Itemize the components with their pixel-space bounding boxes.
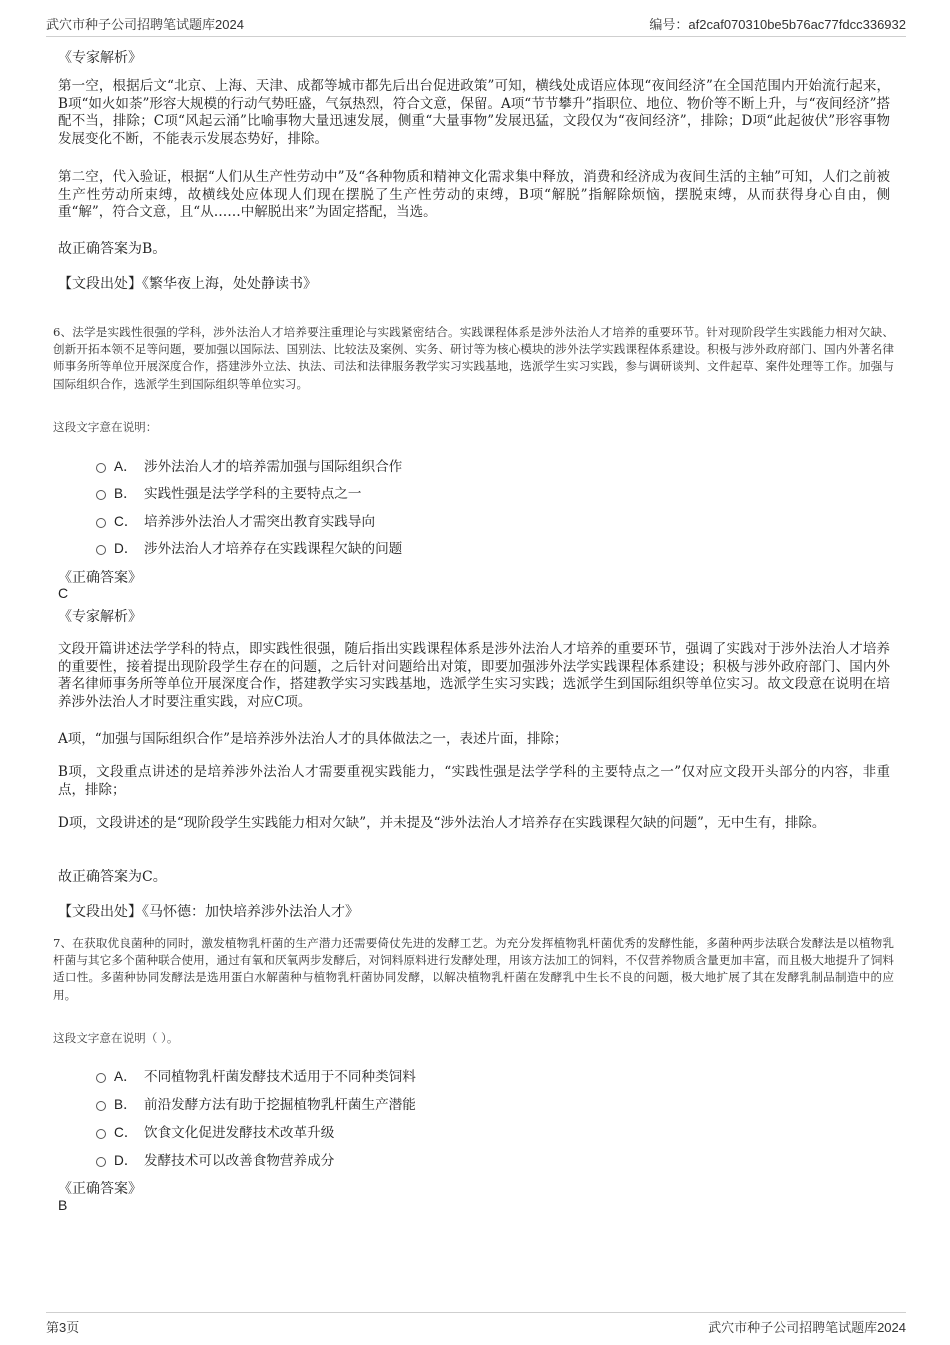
option-letter: C． [114, 1125, 138, 1140]
option-letter: C． [114, 514, 138, 529]
option-letter: A． [114, 1069, 137, 1084]
radio-icon[interactable] [96, 490, 106, 500]
question-6-option-c[interactable] [96, 510, 375, 530]
question-6-answer-label: 《正确答案》 [58, 570, 142, 586]
analysis-label: 《专家解析》 [58, 50, 142, 66]
header-doc-id: 编号：af2caf070310be5b76ac77fdcc336932 [649, 17, 906, 32]
source-citation: 【文段出处】《繁华夜上海，处处静读书》 [58, 276, 317, 292]
radio-icon[interactable] [96, 518, 106, 528]
question-6-option-d[interactable] [96, 537, 402, 557]
question-7-answer: B [58, 1197, 68, 1213]
question-6-source: 【文段出处】《马怀德：加快培养涉外法治人才》 [58, 904, 359, 920]
question-7-prompt: 这段文字意在说明（ ）。 [53, 1031, 179, 1045]
option-text: 涉外法治人才的培养需加强与国际组织合作 [144, 459, 403, 475]
radio-icon[interactable] [96, 1157, 106, 1167]
question-6-text: 6、法学是实践性很强的学科，涉外法治人才培养要注重理论与实践紧密结合。实践课程体系是涉外法治人才培养的重要环节。针对现阶段学生实践能力相对欠缺、创新开拓本领不足等问题，要加强以国际法、国别法、比较法及案例、实务、研讨等为核心模块的涉外法学实践课程体系建设。积极与涉外政府部门、国内外著名律师事务所等单位开展深度合作，搭建涉外立法、执法、司法和法律服务教学实习实践基地，选派学生实习实践，参与调研谈判、文件起草、案件处理等工作。加强与国际组织合作，选派学生到国际组织等单位实习。 [53, 325, 894, 391]
question-6-analysis-label: 《专家解析》 [58, 609, 142, 625]
option-text: 实践性强是法学学科的主要特点之一 [144, 486, 362, 502]
question-7-option-a[interactable] [96, 1065, 416, 1085]
radio-icon[interactable] [96, 1101, 106, 1111]
option-text: 发酵技术可以改善食物营养成分 [144, 1153, 335, 1169]
option-letter: D． [114, 541, 138, 556]
analysis-paragraph-1: 第一空，根据后文“北京、上海、天津、成都等城市都先后出台促进政策”可知，横线处成语应体现“夜间经济”在全国范围内开始流行起来，B项“如火如荼”形容大规模的行动气势旺盛，气氛热烈，符合文意，保留。A项“节节攀升”指职位、地位、物价等不断上升，与“夜间经济”搭配不当，排除；C项“风起云涌”比喻事物大量迅速发展，侧重“大量事物”发展迅猛，文段仅为“夜间经济”，排除；D项“此起彼伏”形容事物发展变化不断，不能表示发展态势好，排除。 [58, 78, 890, 147]
question-6-note-a: A项，“加强与国际组织合作”是培养涉外法治人才的具体做法之一，表述片面，排除； [58, 731, 568, 747]
question-7-option-d[interactable] [96, 1149, 334, 1169]
option-text: 不同植物乳杆菌发酵技术适用于不同种类饲料 [144, 1069, 416, 1085]
question-6-note-d: D项，文段讲述的是“现阶段学生实践能力相对欠缺”，并未提及“涉外法治人才培养存在实践课程欠缺的问题”，无中生有，排除。 [58, 815, 826, 831]
radio-icon[interactable] [96, 1073, 106, 1083]
option-text: 涉外法治人才培养存在实践课程欠缺的问题 [144, 541, 403, 557]
radio-icon[interactable] [96, 463, 106, 473]
option-letter: D． [114, 1153, 138, 1168]
question-6-option-b[interactable] [96, 482, 362, 502]
option-letter: B． [114, 1097, 137, 1112]
option-text: 前沿发酵方法有助于挖掘植物乳杆菌生产潜能 [144, 1097, 416, 1113]
question-7-option-c[interactable] [96, 1121, 334, 1141]
page-number: 第3页 [46, 1320, 80, 1335]
analysis-paragraph-2: 第二空，代入验证，根据“人们从生产性劳动中”及“各种物质和精神文化需求集中释放，消费和经济成为夜间生活的主轴”可知，人们之前被生产性劳动所束缚，故横线处应体现人们现在摆脱了生产性劳动的束缚，B项“解脱”指解除烦恼，摆脱束缚，从而获得身心自由，侧重“解”，符合文意，且“从……中解脱出来”为固定搭配，当选。 [58, 169, 890, 221]
question-7-answer-label: 《正确答案》 [58, 1181, 142, 1197]
question-6-conclusion: 故正确答案为C。 [58, 869, 167, 885]
question-6-prompt: 这段文字意在说明： [53, 420, 158, 434]
footer-title: 武穴市种子公司招聘笔试题库2024 [708, 1320, 906, 1335]
radio-icon[interactable] [96, 1129, 106, 1139]
question-6-analysis: 文段开篇讲述法学学科的特点，即实践性很强，随后指出实践课程体系是涉外法治人才培养的重要环节，强调了实践对于涉外法治人才培养的重要性，接着提出现阶段学生存在的问题，之后针对问题给出对策，即要加强涉外法学实践课程体系建设；积极与涉外政府部门、国内外著名律师事务所等单位开展深度合作，搭建教学实习实践基地，选派学生实习实践；选派学生到国际组织等单位实习。故文段意在说明在培养涉外法治人才时要注重实践，对应C项。 [58, 641, 890, 710]
page-header [46, 14, 906, 37]
question-7-text: 7、在获取优良菌种的同时，激发植物乳杆菌的生产潜力还需要倚仗先进的发酵工艺。为充分发挥植物乳杆菌优秀的发酵性能，多菌种两步法联合发酵法是以植物乳杆菌与其它多个菌种联合使用，通过有氧和厌氧两步发酵后，对饲料原料进行发酵处理，用该方法加工的饲料，不仅营养物质含量更加丰富，而且极大地提升了饲料适口性。多菌种协同发酵法是选用蛋白水解菌种与植物乳杆菌协同发酵，以解决植物乳杆菌在发酵乳中生长不良的问题，极大地扩展了其在发酵乳制品制造中的应用。 [53, 936, 894, 1002]
option-letter: A． [114, 459, 137, 474]
question-6-option-a[interactable] [96, 455, 402, 475]
analysis-conclusion: 故正确答案为B。 [58, 241, 167, 257]
header-title: 武穴市种子公司招聘笔试题库2024 [46, 17, 244, 32]
question-6-note-b: B项，文段重点讲述的是培养涉外法治人才需要重视实践能力，“实践性强是法学学科的主要特点之一”仅对应文段开头部分的内容，非重点，排除； [58, 764, 890, 798]
option-text: 培养涉外法治人才需突出教育实践导向 [144, 514, 376, 530]
radio-icon[interactable] [96, 545, 106, 555]
page-footer [46, 1312, 906, 1336]
question-6-answer: C [58, 585, 69, 601]
option-letter: B． [114, 486, 137, 501]
option-text: 饮食文化促进发酵技术改革升级 [144, 1125, 335, 1141]
question-7-option-b[interactable] [96, 1093, 416, 1113]
